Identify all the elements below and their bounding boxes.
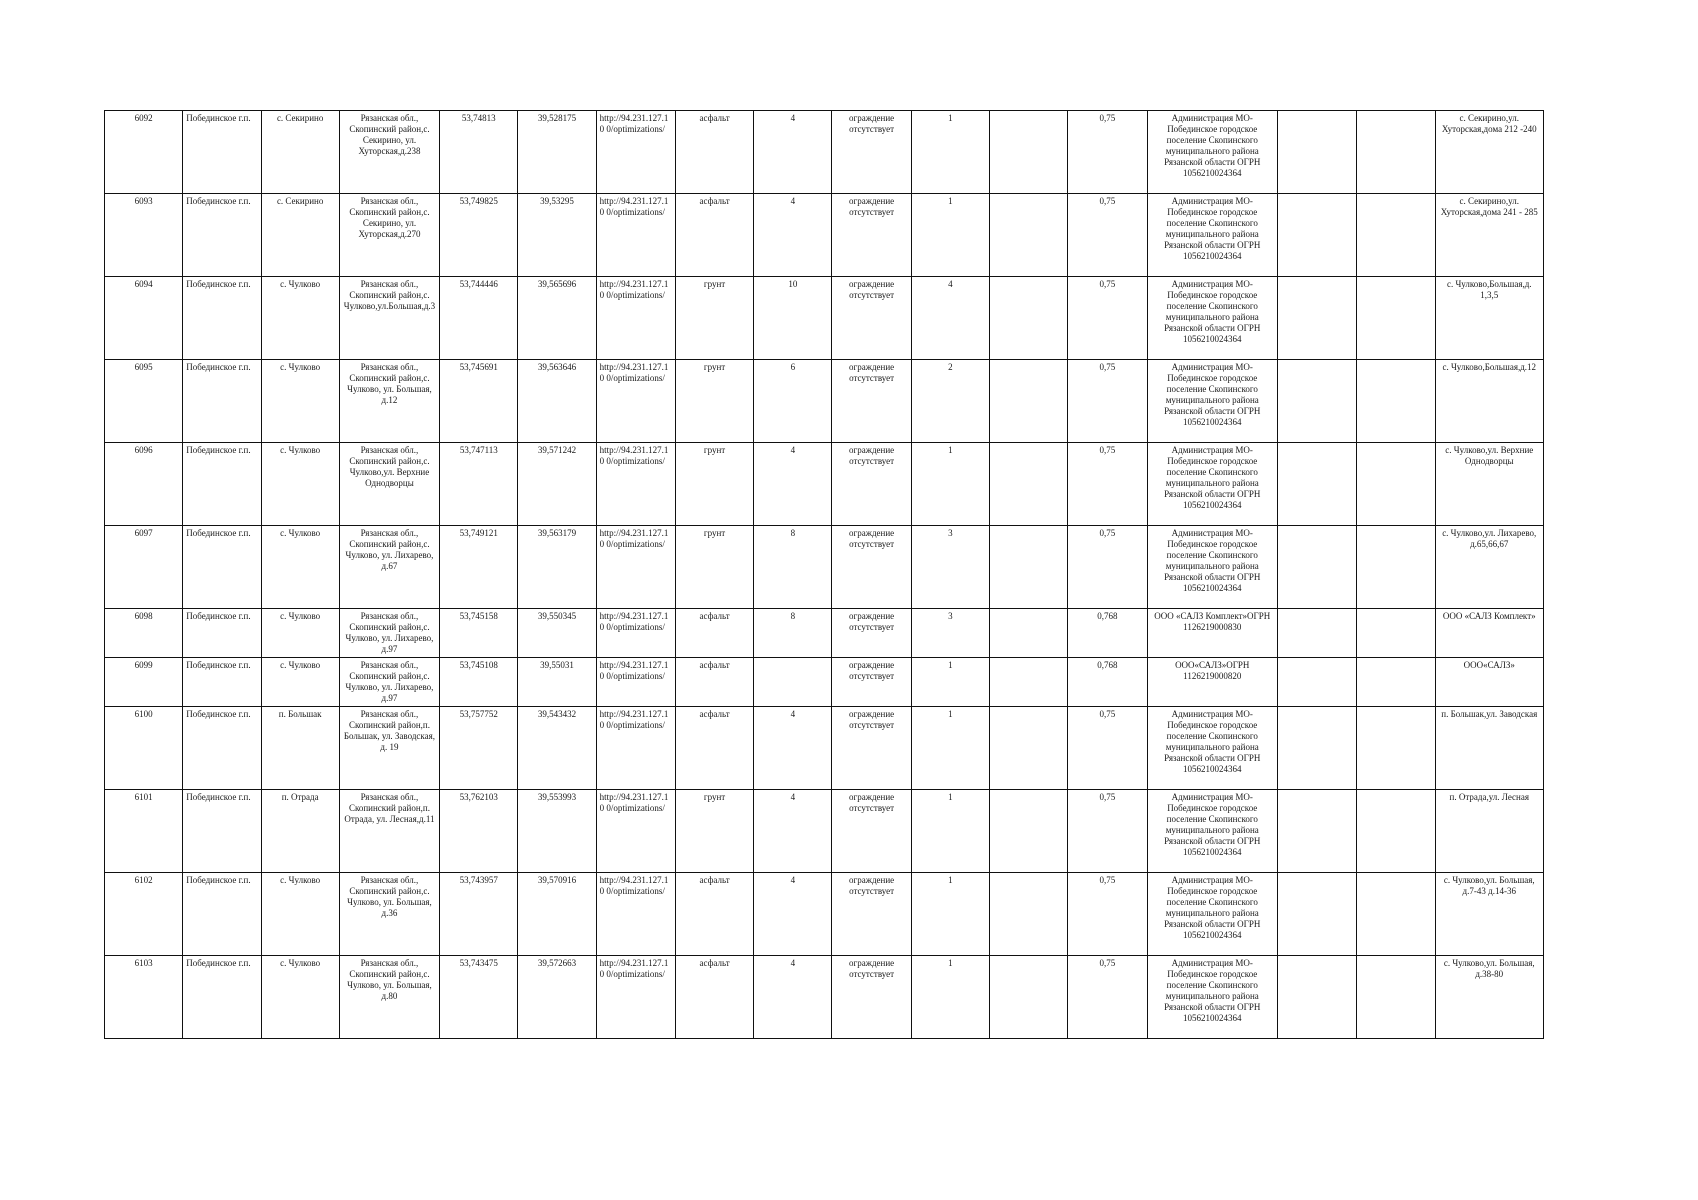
surface-cell: асфальт bbox=[675, 609, 753, 658]
table-row bbox=[105, 609, 1544, 658]
map-link-cell[interactable]: http://94.231.127.10 0/optimizations/ bbox=[596, 526, 675, 609]
longitude-cell: 39,563646 bbox=[518, 360, 596, 443]
locality-cell: с. Чулково bbox=[261, 443, 339, 526]
waste-site-registry-table bbox=[104, 110, 1544, 1039]
area-cell: 4 bbox=[754, 111, 832, 194]
owner-cell: Администрация МО-Побединское городское поселение Скопинского муниципального района Рязанской области ОГРН 1056210024364 bbox=[1147, 790, 1277, 873]
latitude-cell: 53,749825 bbox=[440, 194, 518, 277]
site-id-cell: 6095 bbox=[105, 360, 183, 443]
settlement-cell: Побединское г.п. bbox=[183, 707, 261, 790]
table-row bbox=[105, 443, 1544, 526]
registry-body bbox=[105, 111, 1544, 1039]
empty-cell bbox=[990, 277, 1068, 360]
settlement-cell: Побединское г.п. bbox=[183, 360, 261, 443]
container-count-cell: 1 bbox=[911, 111, 989, 194]
empty-cell bbox=[1277, 790, 1356, 873]
container-volume-cell: 0,75 bbox=[1068, 111, 1147, 194]
owner-cell: ООО«САЛЗ»ОГРН 1126219000820 bbox=[1147, 658, 1277, 707]
site-id-cell: 6100 bbox=[105, 707, 183, 790]
empty-cell bbox=[1357, 443, 1435, 526]
waste-sources-cell: ООО «САЛЗ Комплект» bbox=[1435, 609, 1543, 658]
owner-cell: Администрация МО-Побединское городское поселение Скопинского муниципального района Рязанской области ОГРН 1056210024364 bbox=[1147, 360, 1277, 443]
container-volume-cell: 0,75 bbox=[1068, 360, 1147, 443]
owner-cell: Администрация МО-Побединское городское поселение Скопинского муниципального района Рязанской области ОГРН 1056210024364 bbox=[1147, 873, 1277, 956]
container-count-cell: 1 bbox=[911, 194, 989, 277]
locality-cell: с. Чулково bbox=[261, 360, 339, 443]
address-cell: Рязанская обл., Скопинский район,с. Секирино, ул. Хуторская,д.270 bbox=[339, 194, 439, 277]
site-id-cell: 6101 bbox=[105, 790, 183, 873]
table-row bbox=[105, 956, 1544, 1039]
empty-cell bbox=[1277, 443, 1356, 526]
owner-cell: Администрация МО-Побединское городское поселение Скопинского муниципального района Рязанской области ОГРН 1056210024364 bbox=[1147, 277, 1277, 360]
table-row bbox=[105, 658, 1544, 707]
table-row bbox=[105, 873, 1544, 956]
settlement-cell: Побединское г.п. bbox=[183, 111, 261, 194]
empty-cell bbox=[1357, 609, 1435, 658]
container-volume-cell: 0,768 bbox=[1068, 609, 1147, 658]
table-row bbox=[105, 194, 1544, 277]
waste-sources-cell: с. Чулково,ул. Верхние Однодворцы bbox=[1435, 443, 1543, 526]
map-link-cell[interactable]: http://94.231.127.10 0/optimizations/ bbox=[596, 111, 675, 194]
empty-cell bbox=[1277, 707, 1356, 790]
area-cell: 10 bbox=[754, 277, 832, 360]
longitude-cell: 39,550345 bbox=[518, 609, 596, 658]
empty-cell bbox=[1357, 790, 1435, 873]
area-cell: 8 bbox=[754, 609, 832, 658]
waste-sources-cell: с. Секирино,ул. Хуторская,дома 212 -240 bbox=[1435, 111, 1543, 194]
container-volume-cell: 0,75 bbox=[1068, 873, 1147, 956]
locality-cell: с. Чулково bbox=[261, 277, 339, 360]
settlement-cell: Побединское г.п. bbox=[183, 873, 261, 956]
map-link-cell[interactable]: http://94.231.127.10 0/optimizations/ bbox=[596, 956, 675, 1039]
empty-cell bbox=[990, 360, 1068, 443]
empty-cell bbox=[1277, 277, 1356, 360]
longitude-cell: 39,55031 bbox=[518, 658, 596, 707]
container-volume-cell: 0,75 bbox=[1068, 194, 1147, 277]
empty-cell bbox=[990, 443, 1068, 526]
settlement-cell: Побединское г.п. bbox=[183, 790, 261, 873]
map-link-cell[interactable]: http://94.231.127.10 0/optimizations/ bbox=[596, 194, 675, 277]
fence-cell: ограждение отсутствует bbox=[832, 443, 911, 526]
table-row bbox=[105, 526, 1544, 609]
surface-cell: грунт bbox=[675, 277, 753, 360]
map-link-cell[interactable]: http://94.231.127.10 0/optimizations/ bbox=[596, 277, 675, 360]
container-volume-cell: 0,768 bbox=[1068, 658, 1147, 707]
latitude-cell: 53,757752 bbox=[440, 707, 518, 790]
empty-cell bbox=[1277, 360, 1356, 443]
empty-cell bbox=[1357, 956, 1435, 1039]
latitude-cell: 53,745158 bbox=[440, 609, 518, 658]
area-cell bbox=[754, 658, 832, 707]
area-cell: 8 bbox=[754, 526, 832, 609]
longitude-cell: 39,572663 bbox=[518, 956, 596, 1039]
longitude-cell: 39,53295 bbox=[518, 194, 596, 277]
latitude-cell: 53,745108 bbox=[440, 658, 518, 707]
empty-cell bbox=[990, 956, 1068, 1039]
address-cell: Рязанская обл., Скопинский район,с. Чулково,ул. Верхние Однодворцы bbox=[339, 443, 439, 526]
fence-cell: ограждение отсутствует bbox=[832, 194, 911, 277]
table-row bbox=[105, 111, 1544, 194]
table-row bbox=[105, 707, 1544, 790]
container-count-cell: 3 bbox=[911, 526, 989, 609]
area-cell: 4 bbox=[754, 790, 832, 873]
site-id-cell: 6103 bbox=[105, 956, 183, 1039]
owner-cell: Администрация МО-Побединское городское поселение Скопинского муниципального района Рязанской области ОГРН 1056210024364 bbox=[1147, 707, 1277, 790]
empty-cell bbox=[1357, 873, 1435, 956]
container-volume-cell: 0,75 bbox=[1068, 526, 1147, 609]
fence-cell: ограждение отсутствует bbox=[832, 360, 911, 443]
surface-cell: асфальт bbox=[675, 956, 753, 1039]
container-volume-cell: 0,75 bbox=[1068, 956, 1147, 1039]
container-volume-cell: 0,75 bbox=[1068, 707, 1147, 790]
address-cell: Рязанская обл., Скопинский район,п. Большак, ул. Заводская, д. 19 bbox=[339, 707, 439, 790]
container-count-cell: 1 bbox=[911, 956, 989, 1039]
map-link-cell[interactable]: http://94.231.127.10 0/optimizations/ bbox=[596, 360, 675, 443]
fence-cell: ограждение отсутствует bbox=[832, 956, 911, 1039]
surface-cell: асфальт bbox=[675, 194, 753, 277]
container-count-cell: 1 bbox=[911, 707, 989, 790]
empty-cell bbox=[1277, 873, 1356, 956]
fence-cell: ограждение отсутствует bbox=[832, 707, 911, 790]
address-cell: Рязанская обл., Скопинский район,с. Чулково, ул. Большая, д.80 bbox=[339, 956, 439, 1039]
site-id-cell: 6093 bbox=[105, 194, 183, 277]
surface-cell: асфальт bbox=[675, 707, 753, 790]
empty-cell bbox=[1357, 194, 1435, 277]
site-id-cell: 6094 bbox=[105, 277, 183, 360]
locality-cell: п. Отрада bbox=[261, 790, 339, 873]
latitude-cell: 53,743475 bbox=[440, 956, 518, 1039]
site-id-cell: 6099 bbox=[105, 658, 183, 707]
owner-cell: Администрация МО-Побединское городское поселение Скопинского муниципального района Рязанской области ОГРН 1056210024364 bbox=[1147, 111, 1277, 194]
settlement-cell: Побединское г.п. bbox=[183, 443, 261, 526]
empty-cell bbox=[1357, 360, 1435, 443]
empty-cell bbox=[1357, 277, 1435, 360]
site-id-cell: 6102 bbox=[105, 873, 183, 956]
area-cell: 4 bbox=[754, 956, 832, 1039]
fence-cell: ограждение отсутствует bbox=[832, 111, 911, 194]
waste-sources-cell: п. Отрада,ул. Лесная bbox=[1435, 790, 1543, 873]
map-link-cell[interactable]: http://94.231.127.10 0/optimizations/ bbox=[596, 790, 675, 873]
surface-cell: грунт bbox=[675, 443, 753, 526]
locality-cell: с. Чулково bbox=[261, 526, 339, 609]
latitude-cell: 53,749121 bbox=[440, 526, 518, 609]
settlement-cell: Побединское г.п. bbox=[183, 526, 261, 609]
container-count-cell: 1 bbox=[911, 790, 989, 873]
waste-sources-cell: с. Чулково,Большая,д.12 bbox=[1435, 360, 1543, 443]
longitude-cell: 39,553993 bbox=[518, 790, 596, 873]
fence-cell: ограждение отсутствует bbox=[832, 609, 911, 658]
surface-cell: асфальт bbox=[675, 111, 753, 194]
locality-cell: с. Секирино bbox=[261, 111, 339, 194]
fence-cell: ограждение отсутствует bbox=[832, 790, 911, 873]
surface-cell: грунт bbox=[675, 790, 753, 873]
container-count-cell: 1 bbox=[911, 873, 989, 956]
container-count-cell: 2 bbox=[911, 360, 989, 443]
waste-sources-cell: п. Большак,ул. Заводская bbox=[1435, 707, 1543, 790]
locality-cell: с. Чулково bbox=[261, 658, 339, 707]
longitude-cell: 39,528175 bbox=[518, 111, 596, 194]
container-volume-cell: 0,75 bbox=[1068, 443, 1147, 526]
longitude-cell: 39,543432 bbox=[518, 707, 596, 790]
latitude-cell: 53,744446 bbox=[440, 277, 518, 360]
empty-cell bbox=[990, 873, 1068, 956]
empty-cell bbox=[990, 111, 1068, 194]
empty-cell bbox=[990, 526, 1068, 609]
surface-cell: грунт bbox=[675, 360, 753, 443]
address-cell: Рязанская обл., Скопинский район,с. Чулково, ул. Большая, д.36 bbox=[339, 873, 439, 956]
settlement-cell: Побединское г.п. bbox=[183, 658, 261, 707]
waste-sources-cell: с. Чулково,ул. Большая, д.7-43 д.14-36 bbox=[1435, 873, 1543, 956]
table-row bbox=[105, 360, 1544, 443]
empty-cell bbox=[1357, 658, 1435, 707]
empty-cell bbox=[1357, 707, 1435, 790]
longitude-cell: 39,570916 bbox=[518, 873, 596, 956]
empty-cell bbox=[1277, 194, 1356, 277]
empty-cell bbox=[1357, 526, 1435, 609]
surface-cell: грунт bbox=[675, 526, 753, 609]
empty-cell bbox=[990, 194, 1068, 277]
locality-cell: с. Чулково bbox=[261, 609, 339, 658]
fence-cell: ограждение отсутствует bbox=[832, 658, 911, 707]
area-cell: 4 bbox=[754, 707, 832, 790]
surface-cell: асфальт bbox=[675, 658, 753, 707]
container-volume-cell: 0,75 bbox=[1068, 790, 1147, 873]
settlement-cell: Побединское г.п. bbox=[183, 609, 261, 658]
site-id-cell: 6092 bbox=[105, 111, 183, 194]
owner-cell: Администрация МО-Побединское городское поселение Скопинского муниципального района Рязанской области ОГРН 1056210024364 bbox=[1147, 443, 1277, 526]
map-link-cell[interactable]: http://94.231.127.10 0/optimizations/ bbox=[596, 873, 675, 956]
fence-cell: ограждение отсутствует bbox=[832, 526, 911, 609]
longitude-cell: 39,563179 bbox=[518, 526, 596, 609]
waste-sources-cell: с. Чулково,Большая,д. 1,3,5 bbox=[1435, 277, 1543, 360]
empty-cell bbox=[1277, 609, 1356, 658]
locality-cell: п. Большак bbox=[261, 707, 339, 790]
settlement-cell: Побединское г.п. bbox=[183, 956, 261, 1039]
container-count-cell: 3 bbox=[911, 609, 989, 658]
table-row bbox=[105, 790, 1544, 873]
empty-cell bbox=[1277, 526, 1356, 609]
longitude-cell: 39,565696 bbox=[518, 277, 596, 360]
address-cell: Рязанская обл., Скопинский район,с. Секирино, ул. Хуторская,д.238 bbox=[339, 111, 439, 194]
map-link-cell[interactable]: http://94.231.127.10 0/optimizations/ bbox=[596, 707, 675, 790]
address-cell: Рязанская обл., Скопинский район,с. Чулково, ул. Лихарево, д.97 bbox=[339, 609, 439, 658]
area-cell: 4 bbox=[754, 194, 832, 277]
area-cell: 4 bbox=[754, 873, 832, 956]
site-id-cell: 6098 bbox=[105, 609, 183, 658]
waste-sources-cell: с. Чулково,ул. Лихарево, д.65,66,67 bbox=[1435, 526, 1543, 609]
map-link-cell[interactable]: http://94.231.127.10 0/optimizations/ bbox=[596, 609, 675, 658]
empty-cell bbox=[1277, 956, 1356, 1039]
locality-cell: с. Чулково bbox=[261, 873, 339, 956]
container-count-cell: 1 bbox=[911, 658, 989, 707]
container-volume-cell: 0,75 bbox=[1068, 277, 1147, 360]
waste-sources-cell: ООО«САЛЗ» bbox=[1435, 658, 1543, 707]
fence-cell: ограждение отсутствует bbox=[832, 873, 911, 956]
empty-cell bbox=[1357, 111, 1435, 194]
empty-cell bbox=[990, 790, 1068, 873]
container-count-cell: 4 bbox=[911, 277, 989, 360]
empty-cell bbox=[1277, 658, 1356, 707]
owner-cell: Администрация МО-Побединское городское поселение Скопинского муниципального района Рязанской области ОГРН 1056210024364 bbox=[1147, 526, 1277, 609]
container-count-cell: 1 bbox=[911, 443, 989, 526]
owner-cell: Администрация МО-Побединское городское поселение Скопинского муниципального района Рязанской области ОГРН 1056210024364 bbox=[1147, 956, 1277, 1039]
empty-cell bbox=[990, 707, 1068, 790]
longitude-cell: 39,571242 bbox=[518, 443, 596, 526]
latitude-cell: 53,745691 bbox=[440, 360, 518, 443]
empty-cell bbox=[990, 609, 1068, 658]
address-cell: Рязанская обл., Скопинский район,с. Чулково,ул.Большая,д.3 bbox=[339, 277, 439, 360]
site-id-cell: 6096 bbox=[105, 443, 183, 526]
fence-cell: ограждение отсутствует bbox=[832, 277, 911, 360]
area-cell: 4 bbox=[754, 443, 832, 526]
surface-cell: асфальт bbox=[675, 873, 753, 956]
locality-cell: с. Секирино bbox=[261, 194, 339, 277]
site-id-cell: 6097 bbox=[105, 526, 183, 609]
address-cell: Рязанская обл., Скопинский район,п. Отрада, ул. Лесная,д.11 bbox=[339, 790, 439, 873]
latitude-cell: 53,74813 bbox=[440, 111, 518, 194]
address-cell: Рязанская обл., Скопинский район,с. Чулково, ул. Большая, д.12 bbox=[339, 360, 439, 443]
settlement-cell: Побединское г.п. bbox=[183, 194, 261, 277]
latitude-cell: 53,747113 bbox=[440, 443, 518, 526]
latitude-cell: 53,762103 bbox=[440, 790, 518, 873]
latitude-cell: 53,743957 bbox=[440, 873, 518, 956]
settlement-cell: Побединское г.п. bbox=[183, 277, 261, 360]
owner-cell: ООО «САЛЗ Комплект»ОГРН 1126219000830 bbox=[1147, 609, 1277, 658]
map-link-cell[interactable]: http://94.231.127.10 0/optimizations/ bbox=[596, 443, 675, 526]
area-cell: 6 bbox=[754, 360, 832, 443]
owner-cell: Администрация МО-Побединское городское поселение Скопинского муниципального района Рязанской области ОГРН 1056210024364 bbox=[1147, 194, 1277, 277]
empty-cell bbox=[1277, 111, 1356, 194]
empty-cell bbox=[990, 658, 1068, 707]
address-cell: Рязанская обл., Скопинский район,с. Чулково, ул. Лихарево, д.67 bbox=[339, 526, 439, 609]
locality-cell: с. Чулково bbox=[261, 956, 339, 1039]
map-link-cell[interactable]: http://94.231.127.10 0/optimizations/ bbox=[596, 658, 675, 707]
waste-sources-cell: с. Секирино,ул. Хуторская,дома 241 - 285 bbox=[1435, 194, 1543, 277]
waste-sources-cell: с. Чулково,ул. Большая, д.38-80 bbox=[1435, 956, 1543, 1039]
table-row bbox=[105, 277, 1544, 360]
address-cell: Рязанская обл., Скопинский район,с. Чулково, ул. Лихарево, д.97 bbox=[339, 658, 439, 707]
